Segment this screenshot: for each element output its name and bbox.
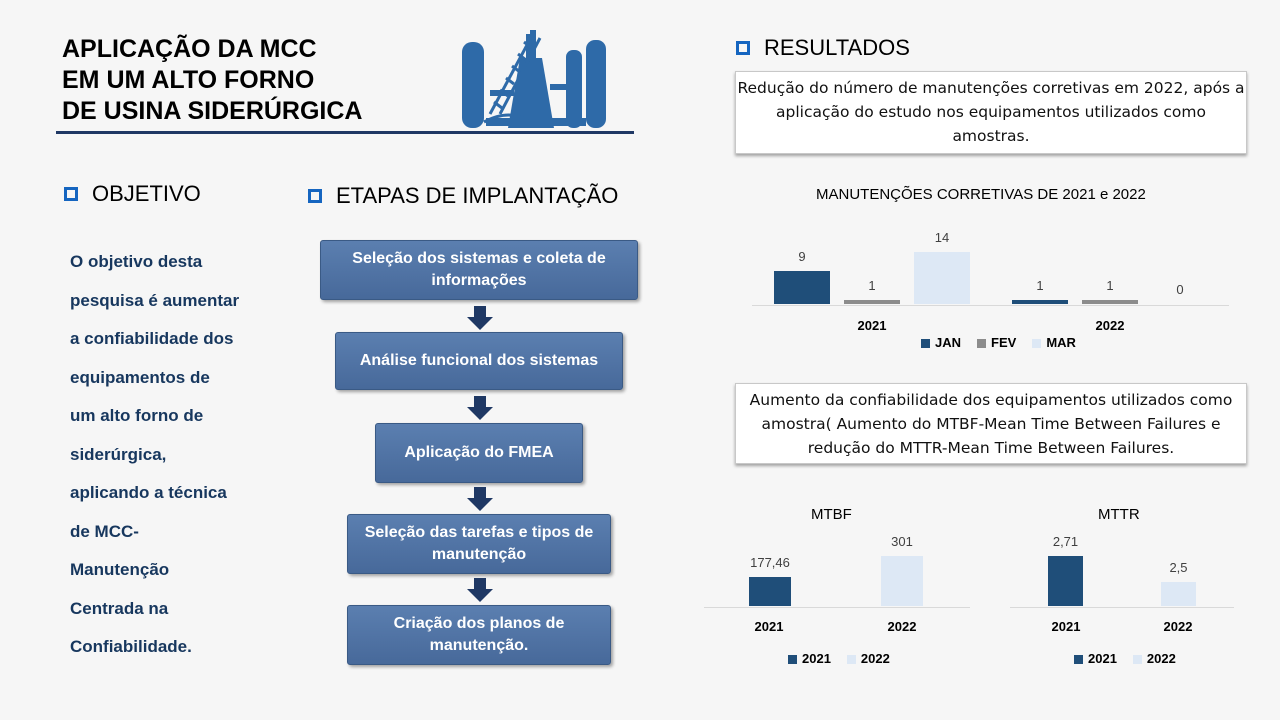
legend-item	[847, 651, 890, 666]
results-header	[736, 35, 910, 61]
data-label: 1	[1036, 278, 1044, 294]
title-underline	[56, 131, 634, 134]
legend-label: 2022	[1146, 651, 1176, 666]
legend-swatch	[788, 655, 797, 664]
chart-bar	[914, 252, 970, 304]
objective-line: pesquisa é aumentar	[70, 290, 240, 310]
legend-label: 2022	[860, 651, 890, 666]
data-label: 177,46	[750, 554, 790, 570]
steps-header	[308, 183, 618, 209]
square-bullet-icon	[308, 189, 322, 203]
chart-1-axis	[752, 305, 1229, 306]
objective-line: de MCC-	[70, 521, 139, 541]
chart-1-category: 2021	[857, 318, 887, 333]
data-label: 301	[891, 534, 913, 549]
data-label: 9	[798, 248, 806, 264]
legend-label: MAR	[1046, 335, 1076, 350]
result-box-reliability: Aumento da confiabilidade dos equipamentos utilizados como amostra( Aumento do MTBF-Mean Time Between Failures e redução do MTTR-Mean Time Between Failures.	[735, 383, 1247, 464]
chart-bar	[881, 556, 923, 606]
legend-item	[977, 335, 1016, 350]
chart-3-category: 2021	[1051, 619, 1081, 634]
down-arrow-icon	[467, 487, 493, 511]
result-box-corrective: Redução do número de manutenções corretivas em 2022, após a aplicação do estudo nos equipamentos utilizados como amostras.	[735, 71, 1247, 154]
down-arrow-icon	[467, 578, 493, 602]
title-line-3: DE USINA SIDERÚRGICA	[62, 97, 363, 125]
chart-title-corrective: MANUTENÇÕES CORRETIVAS DE 2021 e 2022	[816, 186, 1146, 203]
objective-line: Confiabilidade.	[70, 637, 192, 656]
step-1-box: Seleção dos sistemas e coleta de informações	[320, 240, 638, 300]
down-arrow-icon	[467, 306, 493, 330]
chart-bar	[1048, 556, 1083, 606]
square-bullet-icon	[64, 187, 78, 201]
chart-bar	[1012, 300, 1068, 304]
down-arrow-icon	[467, 396, 493, 420]
page-title	[62, 34, 363, 127]
objective-line: um alto forno de	[70, 406, 204, 425]
legend-swatch	[921, 339, 930, 348]
legend-item	[921, 335, 961, 350]
data-label: 2,5	[1169, 559, 1188, 575]
chart-3-category: 2022	[1163, 619, 1193, 634]
objective-text	[70, 243, 270, 667]
chart-2-legend	[788, 651, 890, 666]
legend-item	[1133, 651, 1176, 666]
chart-bar	[1082, 300, 1138, 304]
legend-swatch	[1133, 655, 1142, 664]
chart-2-category: 2022	[887, 619, 917, 634]
step-4-box: Seleção das tarefas e tipos de manutenção	[347, 514, 611, 574]
chart-1-category: 2022	[1095, 318, 1125, 333]
title-line-1: APLICAÇÃO DA MCC	[62, 35, 317, 63]
legend-item	[1032, 335, 1076, 350]
data-label: 1	[868, 278, 876, 294]
chart-3-legend	[1074, 651, 1176, 666]
objective-line: O objetivo desta	[70, 252, 203, 271]
legend-label: 2021	[1088, 651, 1117, 666]
step-3-box: Aplicação do FMEA	[375, 423, 583, 483]
chart-title-mttr: MTTR	[1098, 506, 1140, 523]
objective-line: Centrada na	[70, 598, 169, 618]
objective-line: aplicando a técnica	[70, 483, 227, 502]
legend-swatch	[847, 655, 856, 664]
data-label: 0	[1176, 282, 1184, 297]
legend-item	[788, 651, 831, 666]
results-header-label: RESULTADOS	[764, 35, 910, 60]
steps-header-label: ETAPAS DE IMPLANTAÇÃO	[336, 183, 619, 208]
objective-line: siderúrgica,	[70, 444, 167, 464]
objective-line: a confiabilidade dos	[70, 329, 234, 348]
step-5-box: Criação dos planos de manutenção.	[347, 605, 611, 665]
objective-line: Manutenção	[70, 560, 170, 579]
chart-bar	[749, 577, 791, 606]
chart-1-legend	[921, 335, 1076, 350]
chart-2-category: 2021	[754, 619, 784, 634]
legend-label: JAN	[935, 335, 962, 350]
blast-furnace-icon	[450, 28, 610, 132]
objective-header-label: OBJETIVO	[92, 181, 201, 206]
title-line-2: EM UM ALTO FORNO	[62, 66, 315, 94]
square-bullet-icon	[736, 41, 750, 55]
chart-2-axis	[704, 607, 970, 608]
legend-swatch	[1032, 339, 1041, 348]
chart-title-mtbf: MTBF	[811, 506, 852, 523]
objective-line: equipamentos de	[70, 367, 210, 387]
legend-swatch	[977, 339, 986, 348]
chart-bar	[1161, 582, 1196, 606]
legend-label: 2021	[802, 651, 831, 666]
data-label: 2,71	[1052, 534, 1079, 549]
chart-bar	[844, 300, 900, 304]
step-2-box: Análise funcional dos sistemas	[335, 332, 623, 390]
legend-label: FEV	[991, 335, 1017, 350]
chart-bar	[774, 271, 830, 304]
legend-swatch	[1074, 655, 1083, 664]
chart-3-axis	[1010, 607, 1234, 608]
data-label: 1	[1106, 278, 1114, 294]
objective-header	[64, 181, 201, 207]
data-label: 14	[934, 230, 950, 245]
legend-item	[1074, 651, 1117, 666]
